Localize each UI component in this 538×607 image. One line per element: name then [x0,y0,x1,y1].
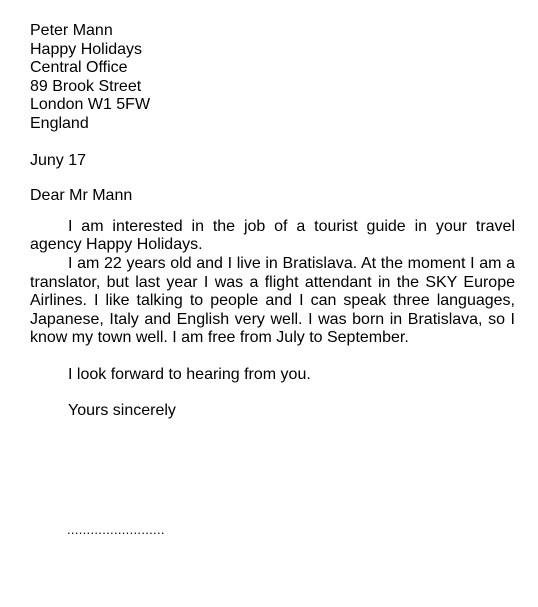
salutation: Dear Mr Mann [30,187,133,205]
signature-line: ......................... [67,522,165,537]
address-office: Central Office [30,59,128,77]
letter-date: Juny 17 [30,151,87,169]
address-country: England [30,114,89,132]
letter-body [30,218,515,348]
address-street: 89 Brook Street [30,77,142,95]
signoff: Yours sincerely [68,401,176,419]
closing-line: I look forward to hearing from you. [68,365,311,383]
body-paragraph-1: I am interested in the job of a tourist guide in your travel agency Happy Holidays. [30,217,515,254]
address-city: London W1 5FW [30,96,151,114]
address-block [30,22,515,134]
address-company: Happy Holidays [30,40,143,58]
body-paragraph-2: I am 22 years old and I live in Bratislava. At the moment I am a translator, but last year I was a flight attendant in the SKY Europe Airlines. I like talking to people and I can speak three languages, Japanese, Italy and English very well. I was born in Bratislava, so I know my town well. I am free from July to September. [30,254,515,347]
letter [30,22,515,420]
address-name: Peter Mann [30,22,113,39]
